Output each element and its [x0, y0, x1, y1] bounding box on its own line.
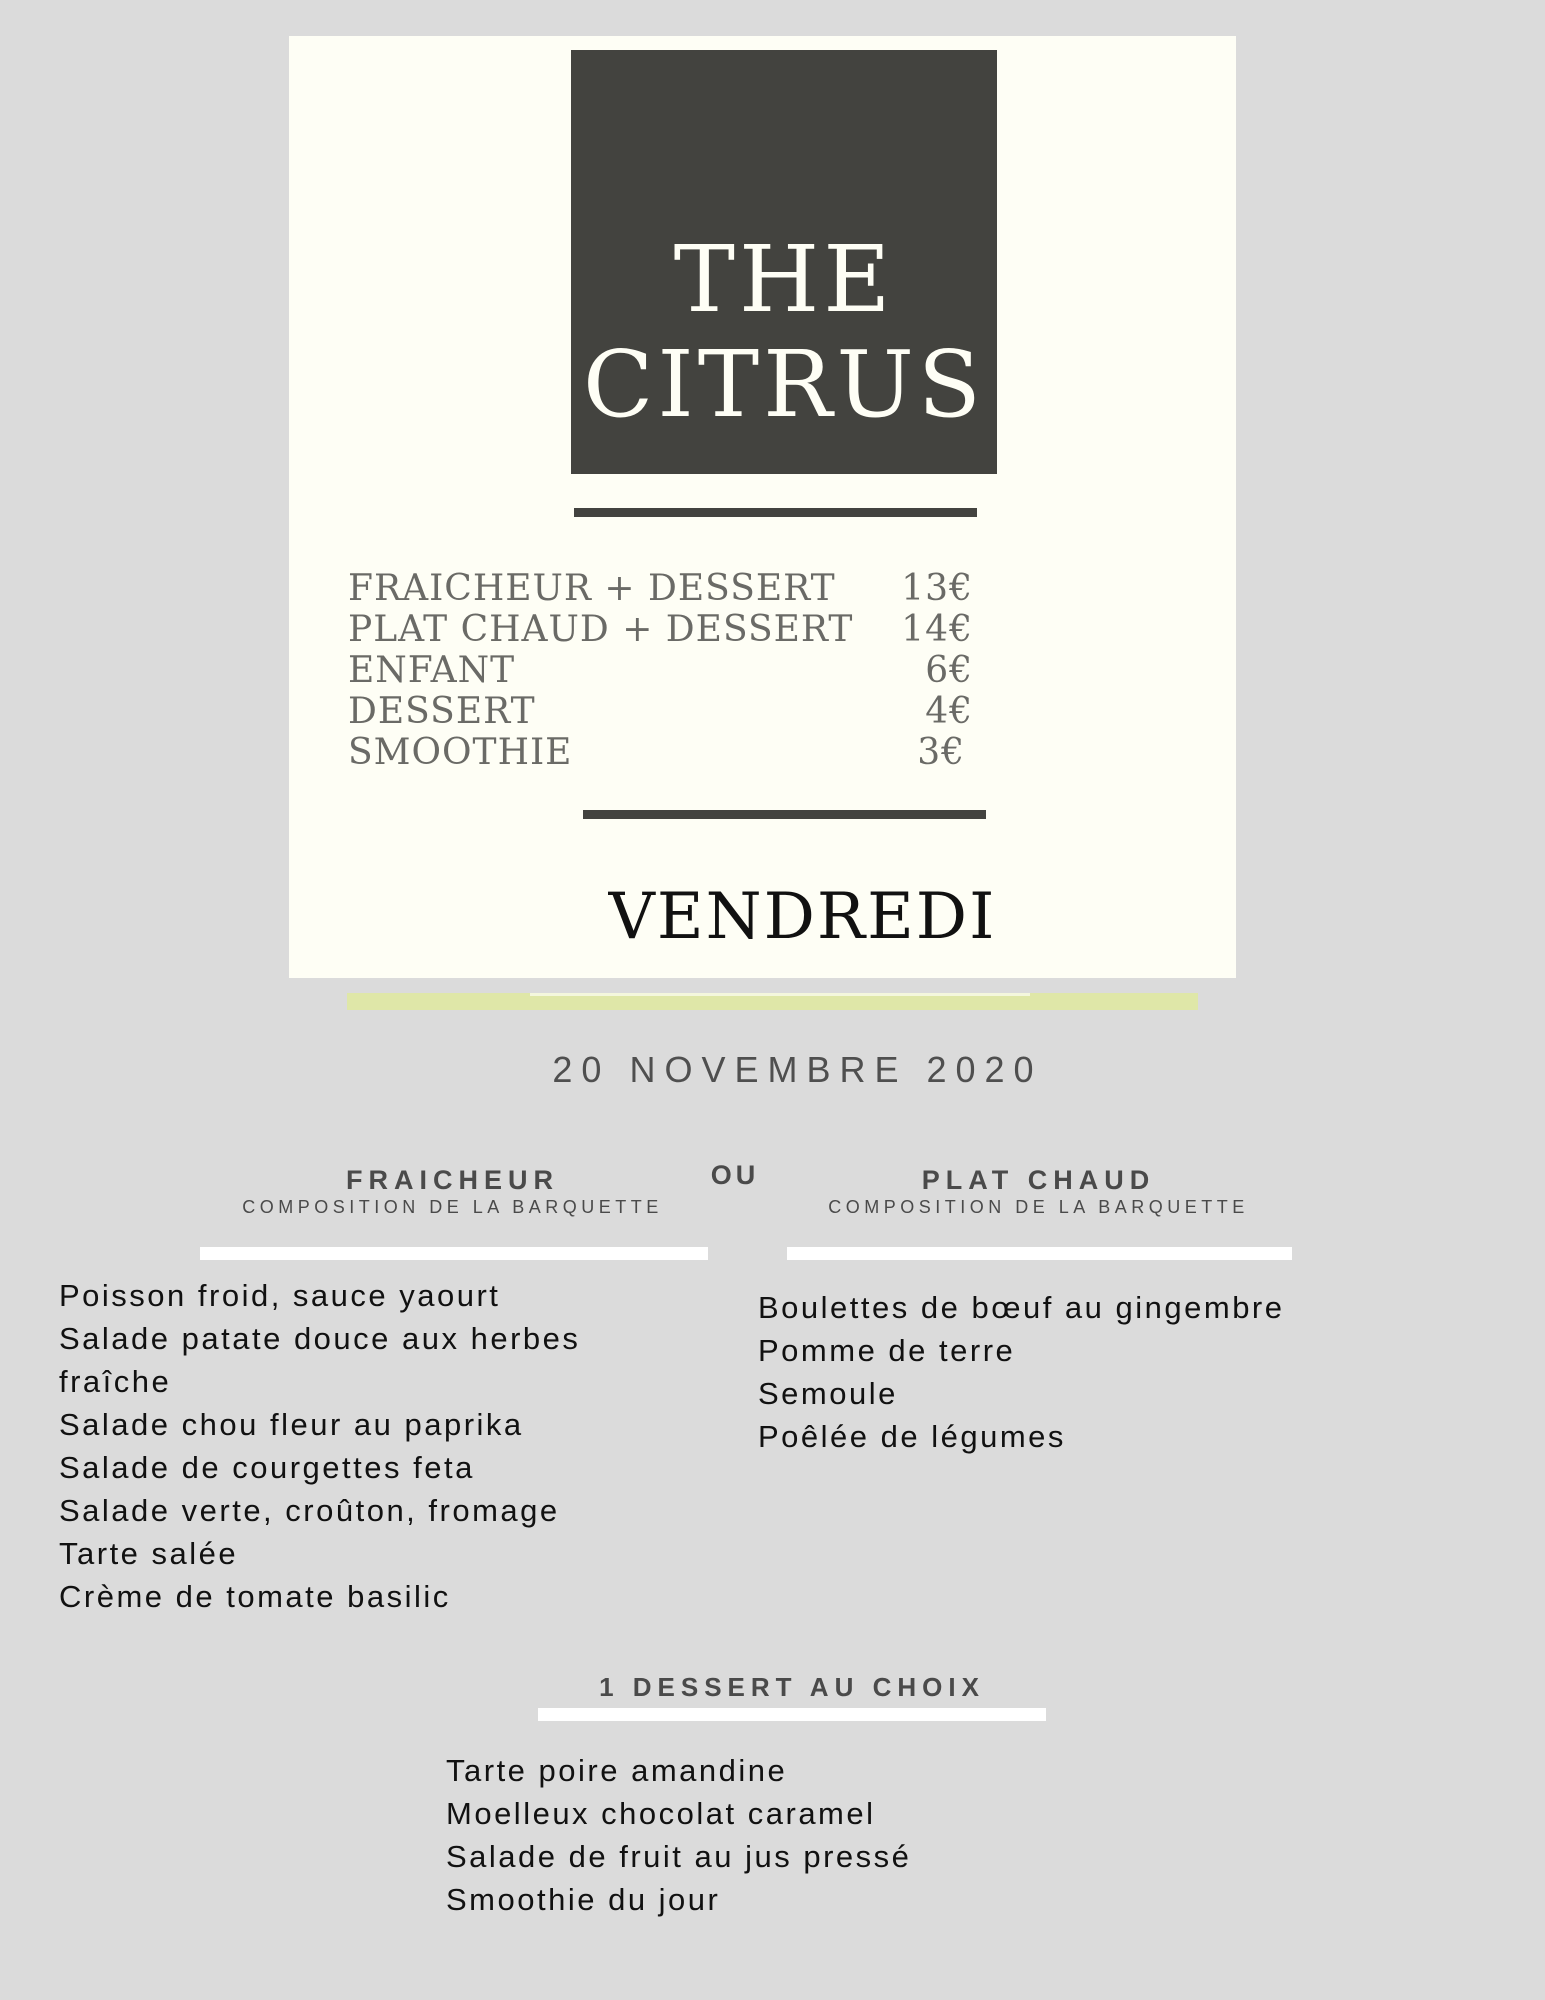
- list-item: Moelleux chocolat caramel: [446, 1796, 876, 1831]
- price-value: 3€: [917, 732, 965, 773]
- price-value: 6€: [925, 650, 973, 691]
- dessert-divider: [538, 1708, 1046, 1721]
- fraicheur-heading: FRAICHEUR: [346, 1165, 559, 1195]
- list-item: Semoule: [758, 1376, 898, 1411]
- fraicheur-divider: [200, 1247, 708, 1260]
- list-item: Crème de tomate basilic: [59, 1579, 451, 1614]
- plat-chaud-list: [758, 1286, 1478, 1458]
- list-item: Salade verte, croûton, fromage: [59, 1493, 560, 1528]
- logo: [571, 50, 997, 474]
- divider-middle: [583, 810, 986, 819]
- price-row: [348, 691, 973, 732]
- plat-chaud-divider: [787, 1247, 1292, 1260]
- price-label: SMOOTHIE: [348, 732, 573, 773]
- logo-line-citrus: CITRUS: [583, 331, 985, 438]
- price-row: [348, 609, 973, 650]
- fraicheur-subheading: COMPOSITION DE LA BARQUETTE: [242, 1197, 663, 1217]
- fraicheur-list: [59, 1274, 699, 1618]
- list-item: Tarte salée: [59, 1536, 239, 1571]
- or-separator: OU: [710, 1160, 760, 1190]
- list-item: Tarte poire amandine: [446, 1753, 788, 1788]
- price-row: [348, 732, 973, 773]
- price-label: PLAT CHAUD + DESSERT: [348, 609, 854, 650]
- price-row: [348, 568, 973, 609]
- divider-top: [574, 508, 977, 517]
- list-item: Pomme de terre: [758, 1333, 1016, 1368]
- price-value: 14€: [901, 609, 973, 650]
- price-row: [348, 650, 973, 691]
- price-list: [348, 568, 973, 773]
- day-title: VENDREDI: [608, 880, 997, 954]
- plat-chaud-subheading: COMPOSITION DE LA BARQUETTE: [828, 1197, 1249, 1217]
- price-label: FRAICHEUR + DESSERT: [348, 568, 836, 609]
- dessert-heading: 1 DESSERT AU CHOIX: [599, 1672, 985, 1702]
- price-label: DESSERT: [348, 691, 536, 732]
- logo-line-the: THE: [673, 226, 895, 333]
- list-item: Salade patate douce aux herbes fraîche: [59, 1321, 581, 1399]
- accent-bar-highlight: [530, 993, 1030, 996]
- price-label: ENFANT: [348, 650, 516, 691]
- list-item: Salade de courgettes feta: [59, 1450, 475, 1485]
- menu-date: 20 NOVEMBRE 2020: [552, 1049, 1043, 1090]
- list-item: Poisson froid, sauce yaourt: [59, 1278, 501, 1313]
- price-value: 13€: [901, 568, 973, 609]
- list-item: Poêlée de légumes: [758, 1419, 1066, 1454]
- list-item: Boulettes de bœuf au gingembre: [758, 1290, 1285, 1325]
- plat-chaud-heading: PLAT CHAUD: [921, 1165, 1156, 1195]
- dessert-list: [446, 1749, 1046, 1921]
- list-item: Smoothie du jour: [446, 1882, 721, 1917]
- list-item: Salade de fruit au jus pressé: [446, 1839, 912, 1874]
- price-value: 4€: [925, 691, 973, 732]
- list-item: Salade chou fleur au paprika: [59, 1407, 524, 1442]
